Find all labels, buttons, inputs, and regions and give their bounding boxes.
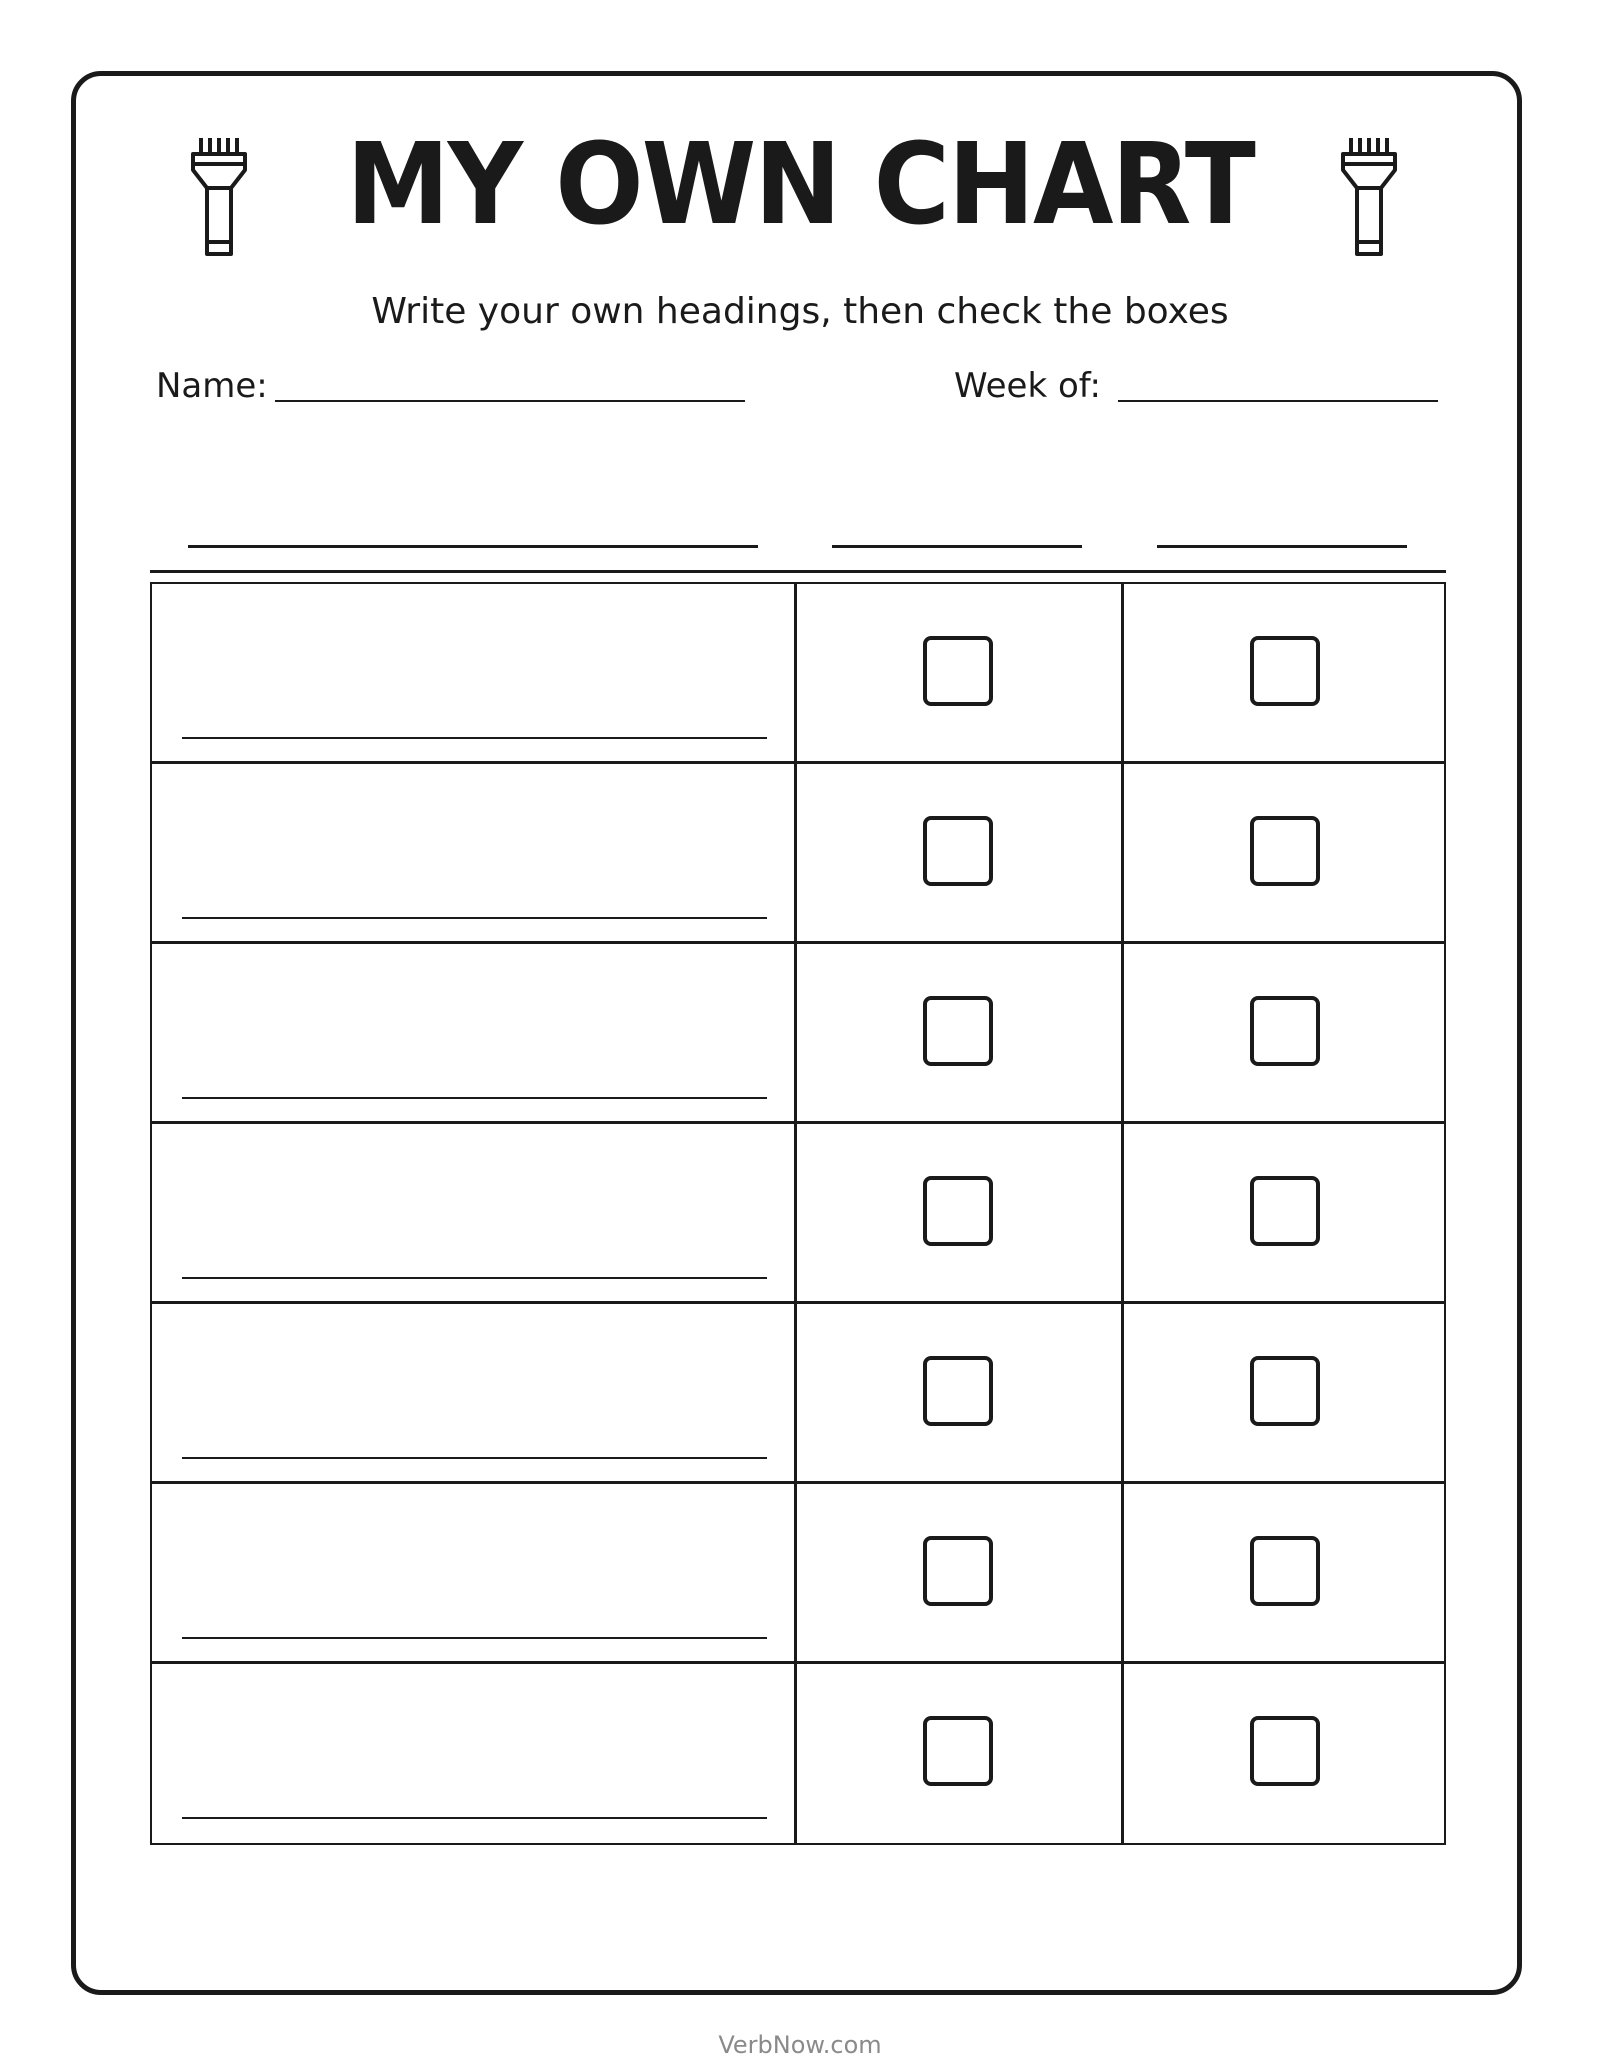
checkbox[interactable] [1250, 1716, 1320, 1786]
check-cell [797, 1484, 1124, 1661]
check-cell [797, 764, 1124, 941]
column1-heading-field[interactable] [832, 545, 1082, 548]
task-cell [152, 1124, 797, 1301]
check-cell [1124, 764, 1444, 941]
check-cell [1124, 1304, 1444, 1481]
checkbox[interactable] [1250, 816, 1320, 886]
check-cell [797, 1304, 1124, 1481]
checkbox[interactable] [923, 636, 993, 706]
page-subtitle: Write your own headings, then check the boxes [371, 291, 1229, 332]
task-write-line[interactable] [182, 1637, 767, 1639]
column2-heading-field[interactable] [1157, 545, 1407, 548]
check-cell [797, 944, 1124, 1121]
table-row [152, 1664, 1444, 1843]
footer-credit: VerbNow.com [718, 2031, 882, 2059]
table-row [152, 1124, 1444, 1304]
task-heading-field[interactable] [188, 545, 758, 548]
check-cell [1124, 1124, 1444, 1301]
name-label: Name: [156, 366, 268, 406]
task-cell [152, 1664, 797, 1843]
name-field[interactable] [275, 400, 745, 402]
week-label: Week of: [954, 366, 1101, 406]
task-write-line[interactable] [182, 1277, 767, 1279]
check-cell [1124, 1484, 1444, 1661]
task-cell [152, 764, 797, 941]
task-write-line[interactable] [182, 1817, 767, 1819]
check-cell [1124, 944, 1444, 1121]
task-write-line[interactable] [182, 1097, 767, 1099]
week-field[interactable] [1118, 400, 1438, 402]
check-cell [797, 584, 1124, 761]
check-cell [1124, 1664, 1444, 1843]
table-row [152, 1304, 1444, 1484]
table-row [152, 944, 1444, 1124]
task-write-line[interactable] [182, 737, 767, 739]
brush-icon [187, 134, 251, 258]
table-top-rule [150, 570, 1446, 573]
checkbox[interactable] [1250, 1356, 1320, 1426]
chart-table [150, 582, 1446, 1845]
brush-icon [1337, 134, 1401, 258]
task-write-line[interactable] [182, 1457, 767, 1459]
checkbox[interactable] [1250, 1176, 1320, 1246]
checkbox[interactable] [923, 996, 993, 1066]
check-cell [797, 1124, 1124, 1301]
checkbox[interactable] [1250, 1536, 1320, 1606]
checkbox[interactable] [1250, 636, 1320, 706]
checkbox[interactable] [923, 1716, 993, 1786]
task-cell [152, 1484, 797, 1661]
table-row [152, 1484, 1444, 1664]
table-row [152, 764, 1444, 944]
task-write-line[interactable] [182, 917, 767, 919]
table-row [152, 584, 1444, 764]
check-cell [797, 1664, 1124, 1843]
checkbox[interactable] [923, 1356, 993, 1426]
checkbox[interactable] [923, 1176, 993, 1246]
check-cell [1124, 584, 1444, 761]
checkbox[interactable] [1250, 996, 1320, 1066]
task-cell [152, 944, 797, 1121]
task-cell [152, 1304, 797, 1481]
task-cell [152, 584, 797, 761]
checkbox[interactable] [923, 816, 993, 886]
page-title: MY OWN CHART [346, 118, 1254, 251]
checkbox[interactable] [923, 1536, 993, 1606]
